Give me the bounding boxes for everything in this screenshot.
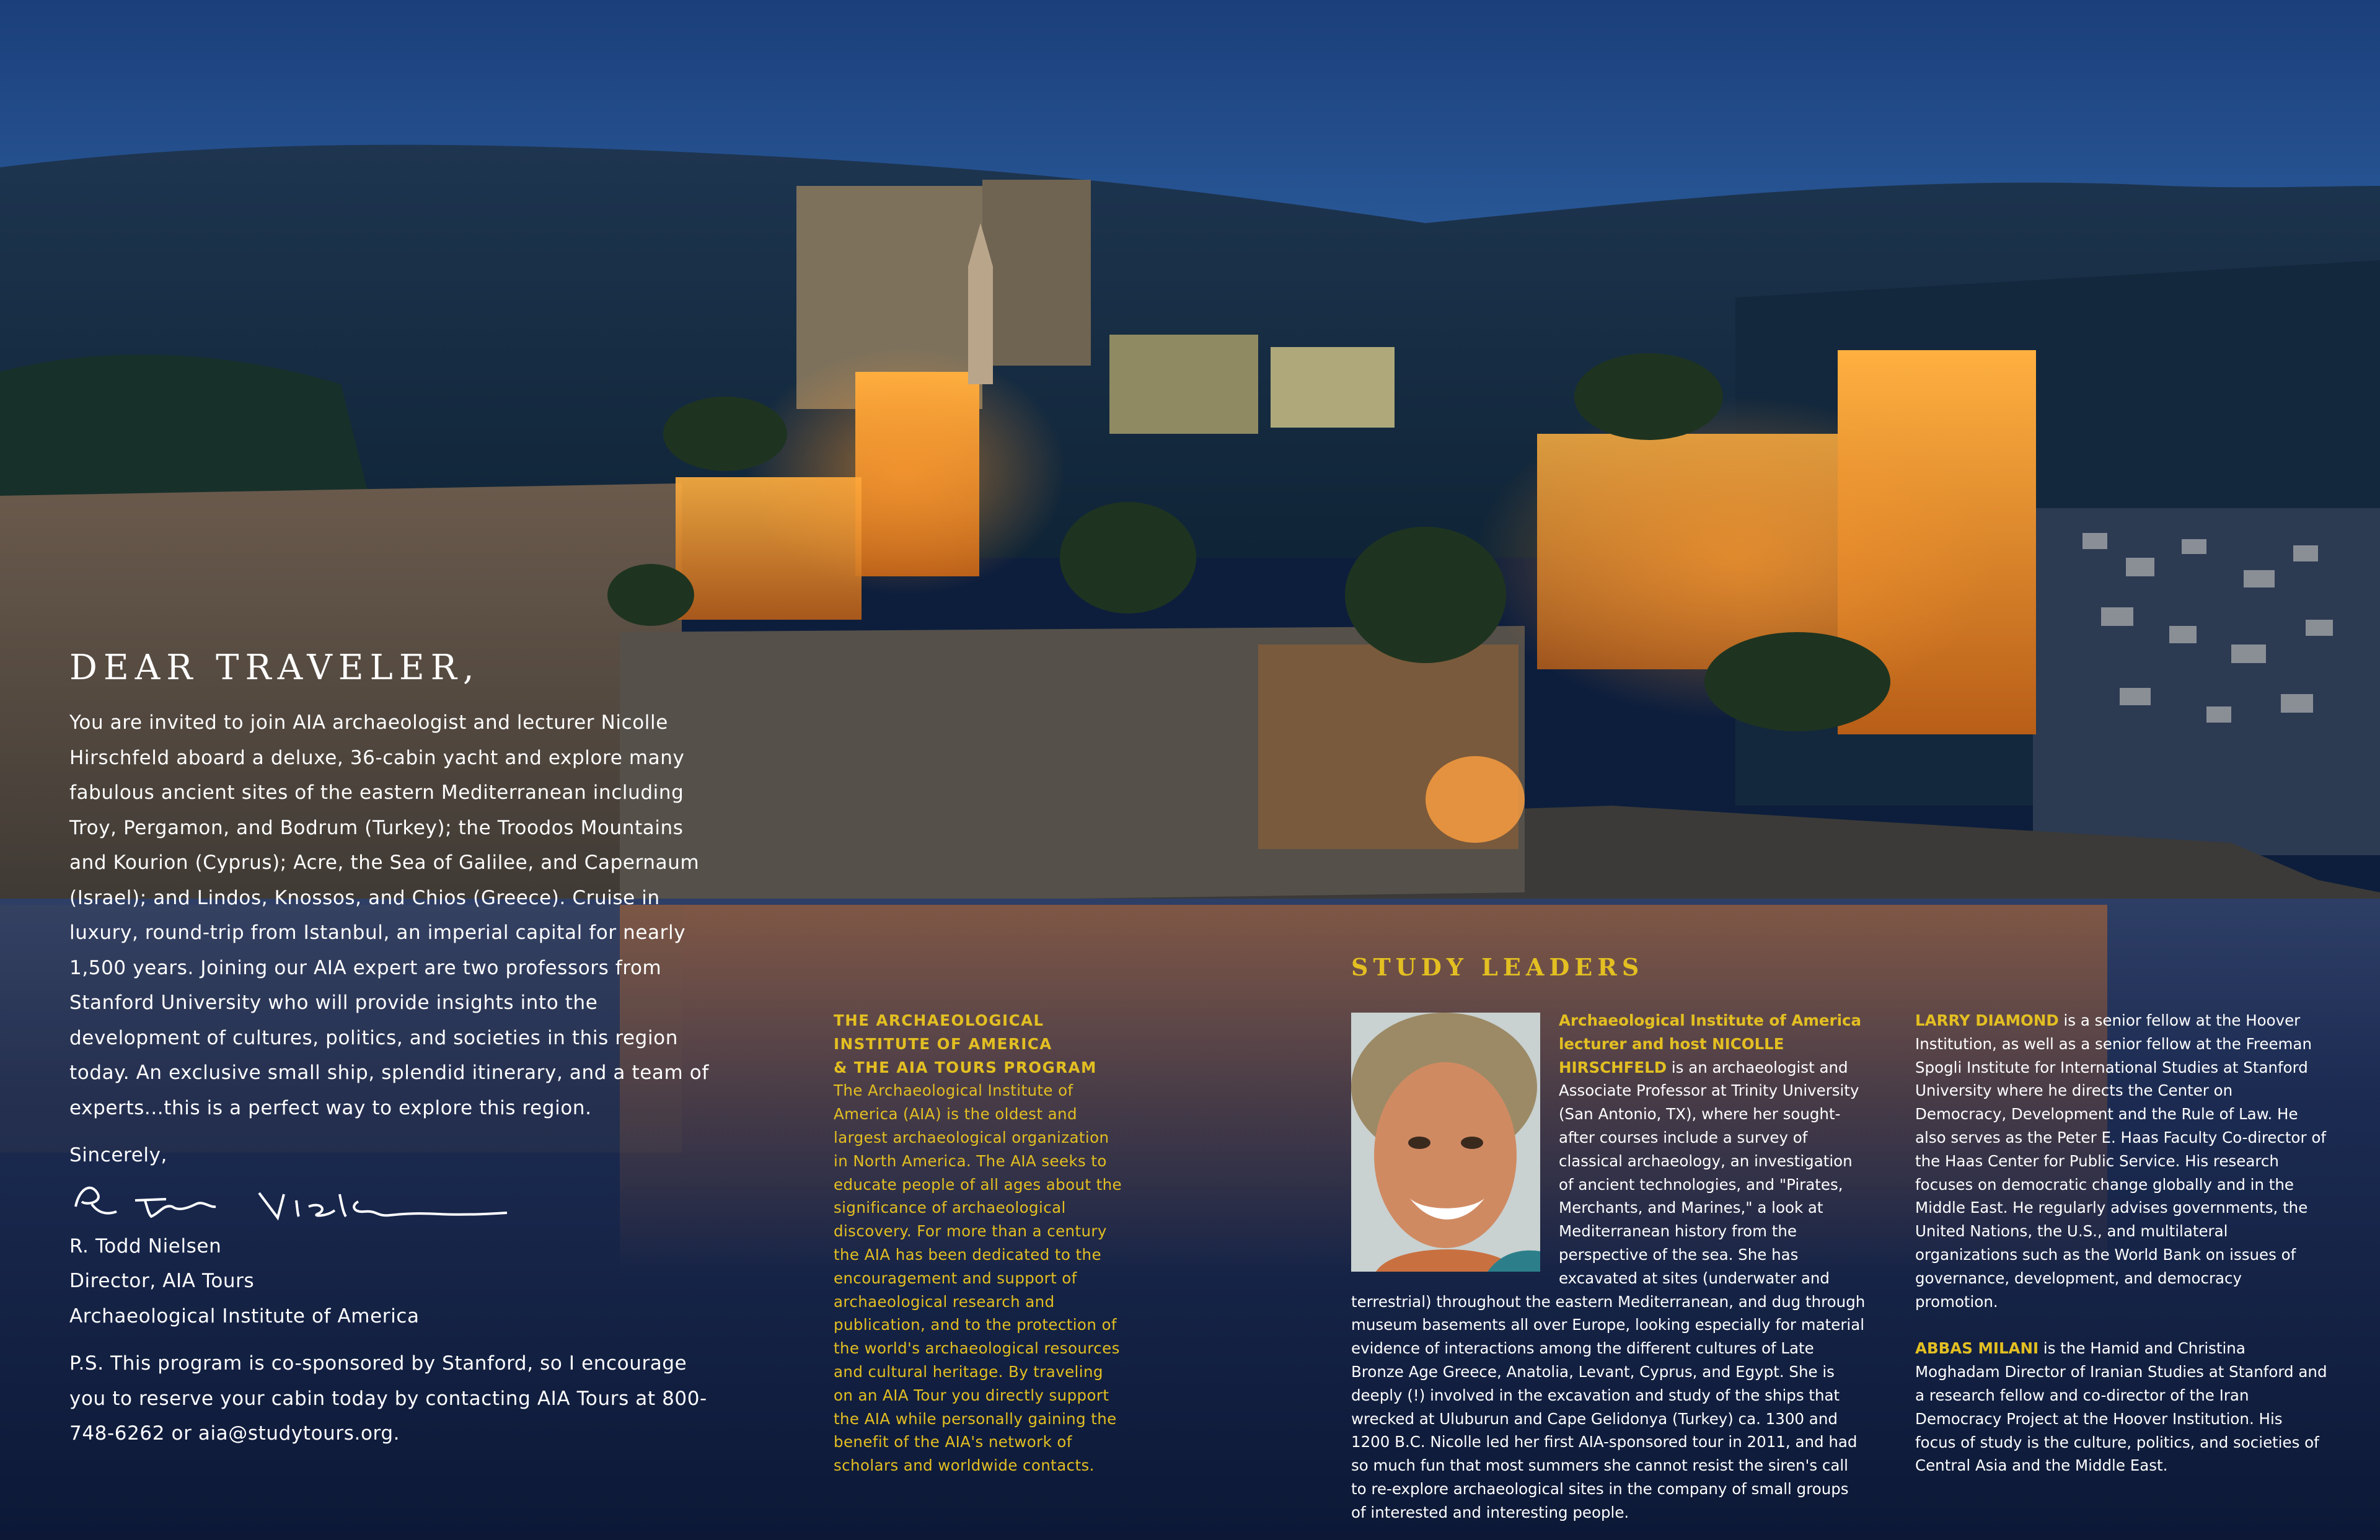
- letter-closing: Sincerely,: [69, 1144, 168, 1166]
- signer-title: Director, AIA Tours: [69, 1270, 255, 1292]
- study-leaders-title: STUDY LEADERS: [1351, 953, 1644, 981]
- diamond-bio-paragraph: [1915, 1009, 2327, 1313]
- letter-body: You are invited to join AIA archaeologist and lecturer Nicolle Hirschfeld aboard a deluxe, 36-cabin yacht and explore many fabulous ancient sites of the eastern Mediterranean including Troy, Pergamon, and Bodrum (Turkey); the Troodos Mountains and Kourion (Cyprus); Acre, the Sea of Galilee, and Capernaum (Israel); and Lindos, Knossos, and Chios (Greece). Cruise in luxury, round-trip from Istanbul, an imperial capital for nearly 1,500 years. Joining our AIA expert are two professors from Stanford University who will provide insights into the development of cultures, politics, and societies in this region today. An exclusive small ship, splendid itinerary, and a team of experts...this is a perfect way to explore this region.: [69, 711, 709, 1119]
- study-leader-hirschfeld: [1351, 1009, 1866, 1525]
- diamond-name: LARRY DIAMOND: [1915, 1011, 2059, 1029]
- hirschfeld-bio: is an archaeologist and Associate Professor at Trinity University (San Antonio, TX), where her sought-after courses include a survey of classical archaeology, an investigation of ancient technologies, and "Pirates, Merchants, and Marines," a look at Mediterranean history from the perspective of the sea. She has excavated at sites (underwater and terrestrial) throughout the eastern Mediterranean, and dug through museum basements all over Europe, looking especially for material evidence of interactions among the different cultures of Late Bronze Age Greece, Anatolia, Levant, Cyprus, and Egypt. She is deeply (!) involved in the excavation and study of the ships that wrecked at Uluburun and Cape Gelidonya (Turkey) ca. 1300 and 1200 B.C. Nicolle led her first AIA-sponsored tour in 2011, and had so much fun that most summers she cannot resist the siren's call to re-explore archaeological sites in the company of small groups of interested and interesting people.: [1351, 1058, 1866, 1521]
- aia-info-column: [834, 1009, 1125, 1477]
- milani-bio-paragraph: [1915, 1337, 2327, 1477]
- hirschfeld-portrait: [1351, 1013, 1540, 1272]
- milani-bio: is the Hamid and Christina Moghadam Director of Iranian Studies at Stanford and a research fellow and co-director of the Iran Democracy Project at the Hoover Institution. His focus of study is the culture, politics, and societies of Central Asia and the Middle East.: [1915, 1339, 2327, 1475]
- signer-organization: Archaeological Institute of America: [69, 1305, 420, 1327]
- signature-image: [67, 1176, 513, 1225]
- diamond-bio: is a senior fellow at the Hoover Institution, as well as a senior fellow at the Freeman Spogli Institute for International Studies at Stanford University where he directs the Center on Democracy, Development and the Rule of Law. He also serves as the Peter E. Haas Faculty Co-director of the Haas Center for Public Service. His research focuses on democratic change globally and in the Middle East. He regularly advises governments, the United Nations, the U.S., and multilateral organizations such as the World Bank on issues of governance, development, and democracy promotion.: [1915, 1011, 2326, 1311]
- signer-name: R. Todd Nielsen: [69, 1234, 222, 1257]
- postscript: P.S. This program is co-sponsored by Stanford, so I encourage you to reserve your cabin today by contacting AIA Tours at 800-748-6262 or aia@studytours.org.: [69, 1352, 707, 1445]
- study-leaders-stanford: [1915, 1009, 2327, 1477]
- hirschfeld-intro: Archaeological Institute of America lecturer and host NICOLLE HIRSCHFELD: [1559, 1011, 1862, 1076]
- aia-heading-line-2: INSTITUTE OF AMERICA: [834, 1034, 1052, 1053]
- aia-heading-line-3: & THE AIA TOURS PROGRAM: [834, 1058, 1097, 1076]
- aia-heading-line-1: THE ARCHAEOLOGICAL: [834, 1011, 1044, 1029]
- welcome-letter: [69, 648, 714, 1451]
- aia-body: The Archaeological Institute of America (AIA) is the oldest and largest archaeological organization in North America. The AIA seeks to educate people of all ages about the significance of archaeological discovery. For more than a century the AIA has been dedicated to the encouragement and support of archaeological research and publication, and to the protection of the world's archaeological resources and cultural heritage. By traveling on an AIA Tour you directly support the AIA while personally gaining the benefit of the AIA's network of scholars and worldwide contacts.: [834, 1081, 1122, 1475]
- milani-name: ABBAS MILANI: [1915, 1339, 2039, 1358]
- letter-heading: DEAR TRAVELER,: [69, 648, 480, 688]
